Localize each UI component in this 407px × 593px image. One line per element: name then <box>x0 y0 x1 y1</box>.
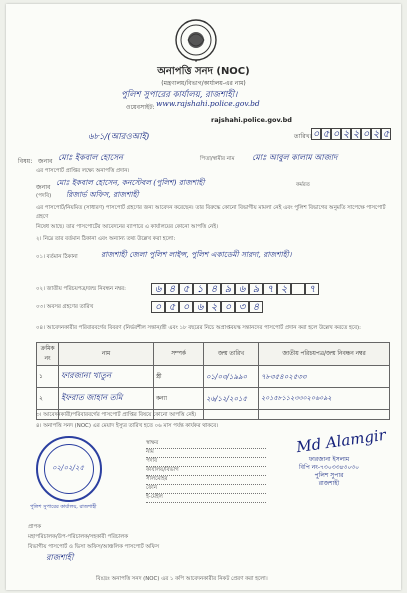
footer-note-1: ৩। আবেদনকারী/পরিবারবর্গের পাসপোর্ট প্রাপ্তির বিষয়ে কোনো আপত্তি নেই। <box>36 412 197 418</box>
digit-box: ০ <box>221 301 235 313</box>
cell-relation: কন্যা <box>154 388 204 410</box>
subject-prefix: বিষয়: <box>18 158 33 165</box>
table-row <box>37 388 390 410</box>
retire-boxes <box>151 301 271 313</box>
digit-box: ৪ <box>207 283 221 295</box>
website-value: www.rajshahi.police.gov.bd <box>156 99 260 108</box>
nid-label: ০২। জাতীয় পরিচয়পত্র/জন্ম নিবন্ধন নম্বর: <box>36 286 126 292</box>
digit-box: ৬ <box>151 283 165 295</box>
sig-field: সীলমোহর <box>146 476 266 485</box>
digit-box: ০ <box>332 129 340 140</box>
applicant-office: রিজার্ভ অফিস, রাজশাহী <box>66 190 139 199</box>
digit-box: ৫ <box>179 283 193 295</box>
footer-note-2: ৪। অনাপত্তি সনদ (NOC) এর মেয়াদ ইস্যুর তারিখ হতে ০৬ মাস পর্যন্ত কার্যকর থাকবে। <box>36 423 219 429</box>
bottom-note: বিঃদ্রঃ অনাপত্তি সনদ (NOC) এর ১ কপি আবেদনকারীর নিকট প্রেরণ করা হলো। <box>96 576 268 582</box>
present-address: রাজশাহী জেলা পুলিশ লাইন্স, পুলিশ একাডেমী সারদা, রাজশাহী। <box>101 250 292 259</box>
stamp-date: ০২/০২/২৫ <box>52 464 85 472</box>
page-title: অনাপত্তি সনদ (NOC) <box>157 66 250 77</box>
digit-box: ০ <box>179 301 193 313</box>
sig-field: কার্যালয়/বিভাগ <box>146 467 266 476</box>
digit-box: ৪ <box>249 301 263 313</box>
digit-box: ২ <box>352 129 360 140</box>
digit-box: ৬ <box>235 283 249 295</box>
recipient-line-1: মহাপরিচালক/উপ-পরিচালক/সহকারী পরিচালক <box>28 534 129 540</box>
body-line-6: ২। নিম্নে তার বর্তমান ঠিকানা এবং অন্যান্য তথ্য উল্লেখ করা হলো: <box>36 236 176 242</box>
printed-domain: rajshahi.police.gov.bd <box>211 116 292 124</box>
digit-box: ৬ <box>193 301 207 313</box>
officer-name: ফারজানা ইসলাম <box>308 456 350 463</box>
retire-label: ০৩। অবসর গ্রহণের তারিখ <box>36 304 94 310</box>
digit-box: ০ <box>151 301 165 313</box>
recipient-label: প্রাপক <box>28 524 42 530</box>
table-intro: ০৪। আবেদনকারীর পরিবারবর্গের বিবরণ (নির্ভরশীল সন্তান/স্ত্রী এবং ১৮ বছরের নিচে অপ্রাপ্তবয়স্ক সন্তানদের পাসপোর্ট প্রদান করা হলে উল্লেখ করতে হবে): <box>36 325 361 331</box>
office-seal-stamp <box>36 436 102 502</box>
digit-box: ৪ <box>165 283 179 295</box>
body-line-4: এর পাসপোর্ট/নিয়মিত (সাধারণ) পাসপোর্ট গ্রহণের জন্য আবেদন করেছেন। তার বিরুদ্ধে কোনো বিভাগীয় মামলা নেই এবং পুলিশ বিভাগের অনুমতি সাপেক্ষে পাসপোর্ট গ্রহণে <box>36 205 386 220</box>
col-header: জাতীয় পরিচয়পত্র/জন্ম নিবন্ধন নম্বর <box>259 343 390 366</box>
sig-field: নাম <box>146 449 266 458</box>
line3-label: জনাব <box>36 184 51 191</box>
col-header: ক্রমিক নং <box>37 343 59 366</box>
sig-field: ফোন <box>146 485 266 494</box>
digit-box: ৩ <box>235 301 249 313</box>
family-table <box>36 342 390 420</box>
digit-box: ২ <box>277 283 291 295</box>
sig-field: ই-মেইল <box>146 494 266 503</box>
recipient-place: রাজশাহী <box>46 553 74 562</box>
digit-box: ৫ <box>165 301 179 313</box>
memo-number: ৬৮১/(আরওআই) <box>88 132 150 142</box>
officer-seal <box>274 456 384 488</box>
cell-id: ৭৮৩৫৪০২৫৩৩ <box>259 366 390 388</box>
website-label: ওয়েবসাইট: <box>126 104 155 111</box>
cell-name: ইফরাত জাহান তমি <box>59 388 154 410</box>
date-boxes <box>311 128 391 140</box>
body-line-2: এর পাসপোর্ট প্রাপ্তির লক্ষ্যে অনাপত্তি প্রদান। <box>36 168 130 174</box>
cell-id: ২০১৫৮১১২৩৩০২০৬০৯২ <box>259 388 390 410</box>
digit-box: ০ <box>362 129 370 140</box>
digit-box: ৫ <box>322 129 330 140</box>
line3-post-label: (পদবি) <box>36 193 52 199</box>
office-name: পুলিশ সুপারের কার্যালয়, রাজশাহী। <box>121 90 238 100</box>
officer-place: রাজশাহী <box>318 480 340 487</box>
signature-fields <box>146 440 266 503</box>
officer-post: পুলিশ সুপার <box>314 472 344 479</box>
cell-name: ফারজানা খাতুন <box>59 366 154 388</box>
col-header: জন্ম তারিখ <box>204 343 259 366</box>
digit-box: ৭ <box>263 283 277 295</box>
recipient-line-2: বিভাগীয় পাসপোর্ট ও ভিসা অফিস/আঞ্চলিক পাসপোর্ট অফিস <box>28 544 160 550</box>
svg-text:★: ★ <box>194 58 198 63</box>
applicant-name: মোঃ ইকবাল হোসেন <box>58 153 123 162</box>
page-subtitle: (মন্ত্রণালয়/বিভাগ/কার্যালয়-এর নাম) <box>161 80 246 87</box>
body-line-5: নিষেধ আছে। তার পাসপোর্টের আবেদনের ব্যাপারে এ কার্যালয়ের কোনো আপত্তি নেই। <box>36 224 219 230</box>
cell-sl: ১ <box>37 366 59 388</box>
digit-box: ৯ <box>249 283 263 295</box>
present-address-label: ০১। বর্তমান ঠিকানা <box>36 254 78 260</box>
nid-boxes <box>151 283 351 295</box>
table-row <box>37 366 390 388</box>
col-header: সম্পর্ক <box>154 343 204 366</box>
working-label: কর্মরত <box>296 182 310 188</box>
digit-box: ৭ <box>305 283 319 295</box>
father-label: পিতা/স্বামীর নাম <box>200 156 235 162</box>
digit-box <box>291 283 305 295</box>
digit-box: ২ <box>342 129 350 140</box>
officer-phone: বিপি নং-৭৩০৩৩৪৩০৩০ <box>298 464 360 471</box>
father-name: মোঃ আবুল কালাম আজাদ <box>252 153 338 162</box>
digit-box: ৯ <box>221 283 235 295</box>
digit-box: ০ <box>312 129 320 140</box>
cell-dob: ০১/০৩/১৯৯০ <box>204 366 259 388</box>
col-header: নাম <box>59 343 154 366</box>
cell-dob: ২৬/১২/২০১৫ <box>204 388 259 410</box>
cell-relation: স্ত্রী <box>154 366 204 388</box>
cell-sl: ২ <box>37 388 59 410</box>
digit-box: ১ <box>193 283 207 295</box>
sig-field: পদবি <box>146 458 266 467</box>
digit-box: ২ <box>372 129 380 140</box>
applicant-post: মোঃ ইকবাল হোসেন, কনস্টেবল (পুলিশ) রাজশাহী <box>56 178 205 187</box>
sig-field: স্বাক্ষর <box>146 440 266 449</box>
noc-document <box>6 4 401 590</box>
police-emblem-icon <box>174 18 218 64</box>
name-label: জনাব <box>38 158 53 165</box>
digit-box: ২ <box>207 301 221 313</box>
date-label: তারিখঃ <box>294 133 313 140</box>
officer-signature: Md Alamgir <box>295 425 387 457</box>
stamp-caption: পুলিশ সুপারের কার্যালয়, রাজশাহী <box>30 504 97 510</box>
digit-box: ৫ <box>382 129 390 140</box>
